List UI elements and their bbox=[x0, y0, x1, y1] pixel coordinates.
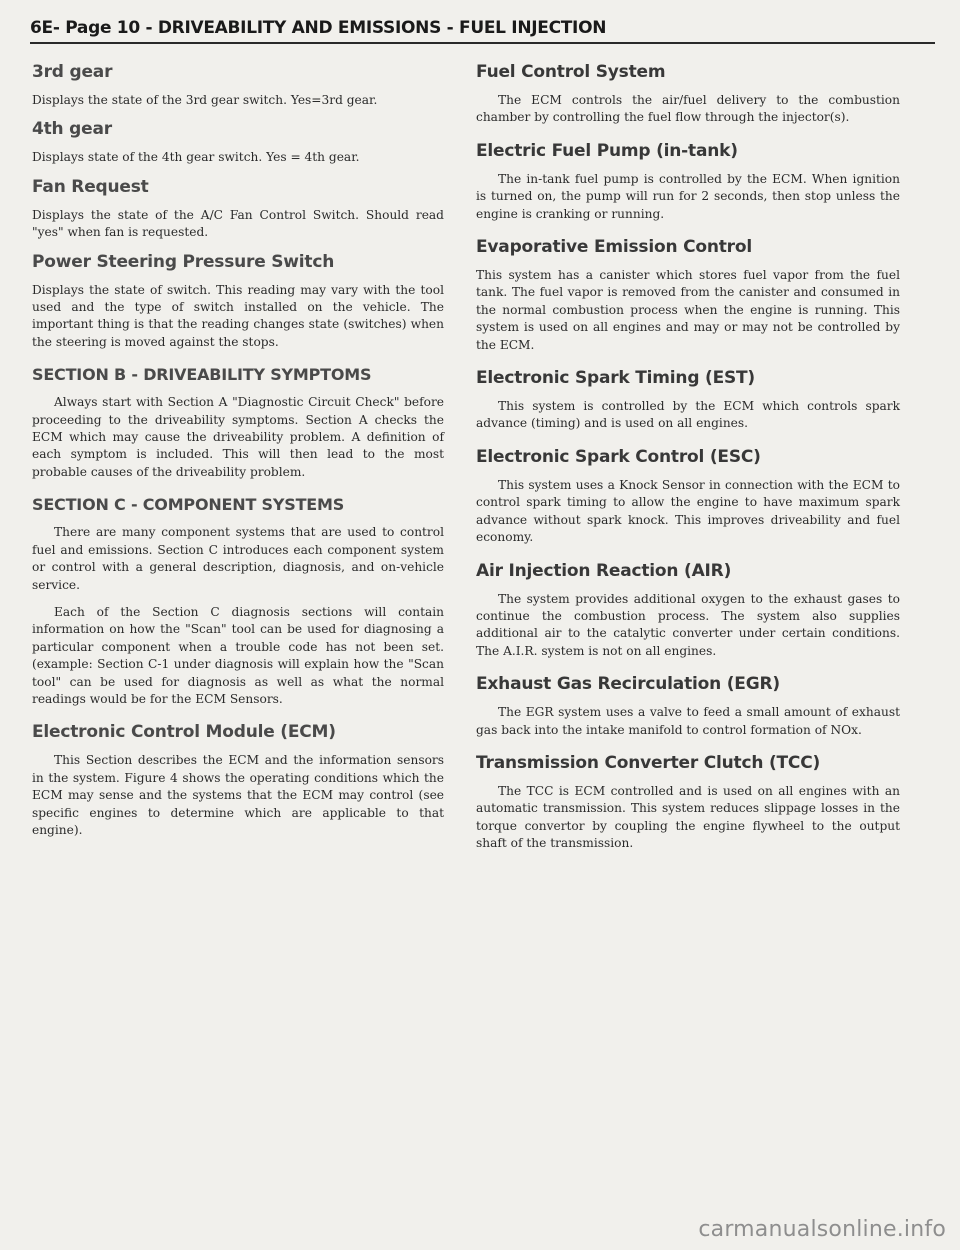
section-heading: 4th gear bbox=[32, 119, 112, 140]
section-heading: Transmission Converter Clutch (TCC) bbox=[476, 752, 821, 773]
section-heading: Exhaust Gas Recirculation (EGR) bbox=[476, 674, 780, 695]
section-paragraph: Each of the Section C diagnosis sections will contain information on how the "Scan" tool can be used for diagnosing a particular component when a trouble code has not been set. (example: Section C-1 under diagnosis will explain how the "Scan tool" can be used for diagnosis as well as what the normal readings would be for the ECM Sensors. bbox=[32, 604, 444, 706]
section-paragraph: There are many component systems that are used to control fuel and emissions. Section C introduces each component system or control with a general description, diagnosis, and on-vehicle service. bbox=[32, 525, 444, 592]
section-electric-fuel-pump bbox=[476, 141, 900, 223]
right-column bbox=[476, 62, 900, 869]
section-heading: SECTION C - COMPONENT SYSTEMS bbox=[32, 495, 345, 515]
section-heading: Power Steering Pressure Switch bbox=[32, 251, 335, 272]
section-heading: 3rd gear bbox=[32, 62, 113, 82]
section-air-injection-reaction bbox=[476, 561, 900, 661]
section-b-driveability-symptoms bbox=[32, 365, 444, 481]
section-fan-request bbox=[32, 177, 444, 242]
section-heading: SECTION B - DRIVEABILITY SYMPTOMS bbox=[32, 365, 372, 385]
section-power-steering-pressure-switch bbox=[32, 252, 444, 352]
section-paragraph: Displays the state of switch. This reading may vary with the tool used and the type of switch installed on the vehicle. The important thing is that the reading changes state (switches) when the steering is moved against the stops. bbox=[32, 282, 444, 349]
page-header: 6E- Page 10 - DRIVEABILITY AND EMISSIONS - FUEL INJECTION bbox=[30, 18, 607, 38]
section-paragraph: Always start with Section A "Diagnostic Circuit Check" before proceeding to the driveability symptoms. Section A checks the ECM which may cause the driveability problem. A definition of each symptom is included. This will then lead to the most probable causes of the driveability problem. bbox=[32, 395, 444, 479]
section-heading: Electric Fuel Pump (in-tank) bbox=[476, 140, 738, 161]
section-transmission-converter-clutch bbox=[476, 753, 900, 853]
section-heading: Air Injection Reaction (AIR) bbox=[476, 560, 732, 581]
section-paragraph: Displays state of the 4th gear switch. Yes = 4th gear. bbox=[32, 150, 360, 165]
section-c-component-systems bbox=[32, 495, 444, 708]
header-rule bbox=[30, 42, 935, 44]
section-paragraph: The ECM controls the air/fuel delivery to the combustion chamber by controlling the fuel flow through the injector(s). bbox=[476, 93, 900, 125]
section-heading: Fuel Control System bbox=[476, 62, 666, 82]
left-column bbox=[32, 62, 444, 855]
section-paragraph: This system is controlled by the ECM which controls spark advance (timing) and is used on all engines. bbox=[476, 399, 900, 431]
section-paragraph: The in-tank fuel pump is controlled by the ECM. When ignition is turned on, the pump will run for 2 seconds, then stop unless the engine is cranking or running. bbox=[476, 171, 900, 221]
section-fuel-control-system bbox=[476, 62, 900, 127]
section-heading: Electronic Spark Control (ESC) bbox=[476, 446, 761, 467]
section-paragraph: The EGR system uses a valve to feed a small amount of exhaust gas back into the intake manifold to control formation of NOx. bbox=[476, 705, 900, 737]
section-paragraph: The system provides additional oxygen to the exhaust gases to continue the combustion process. The system also supplies additional air to the catalytic converter under certain conditions. The A.I.R. system is not on all engines. bbox=[476, 591, 900, 658]
section-electronic-control-module bbox=[32, 722, 444, 839]
watermark: carmanualsonline.info bbox=[698, 1217, 946, 1242]
section-evaporative-emission-control bbox=[476, 237, 900, 354]
section-paragraph: This Section describes the ECM and the information sensors in the system. Figure 4 shows the operating conditions which the ECM may sense and the systems that the ECM may control (see specific engines to determine which are applicable to that engine). bbox=[32, 753, 444, 837]
section-paragraph: The TCC is ECM controlled and is used on all engines with an automatic transmission. This system reduces slippage losses in the torque convertor by coupling the engine flywheel to the output shaft of the transmission. bbox=[476, 783, 900, 851]
section-paragraph: Displays the state of the A/C Fan Control Switch. Should read "yes" when fan is requested. bbox=[32, 207, 444, 240]
section-exhaust-gas-recirculation bbox=[476, 674, 900, 739]
section-3rd-gear bbox=[32, 62, 444, 109]
section-heading: Evaporative Emission Control bbox=[476, 237, 752, 258]
section-heading: Fan Request bbox=[32, 176, 149, 197]
section-heading: Electronic Control Module (ECM) bbox=[32, 722, 336, 743]
section-electronic-spark-timing bbox=[476, 368, 900, 433]
section-paragraph: This system has a canister which stores fuel vapor from the fuel tank. The fuel vapor is removed from the canister and consumed in the normal combustion process when the engine is running. This system is used on all engines and may or may not be controlled by the ECM. bbox=[476, 268, 900, 352]
section-paragraph: Displays the state of the 3rd gear switch. Yes=3rd gear. bbox=[32, 93, 378, 107]
section-paragraph: This system uses a Knock Sensor in connection with the ECM to control spark timing to allow the engine to have maximum spark advance without spark knock. This improves driveability and fuel economy. bbox=[476, 477, 900, 545]
section-electronic-spark-control bbox=[476, 447, 900, 547]
section-4th-gear bbox=[32, 119, 444, 166]
section-heading: Electronic Spark Timing (EST) bbox=[476, 368, 755, 389]
